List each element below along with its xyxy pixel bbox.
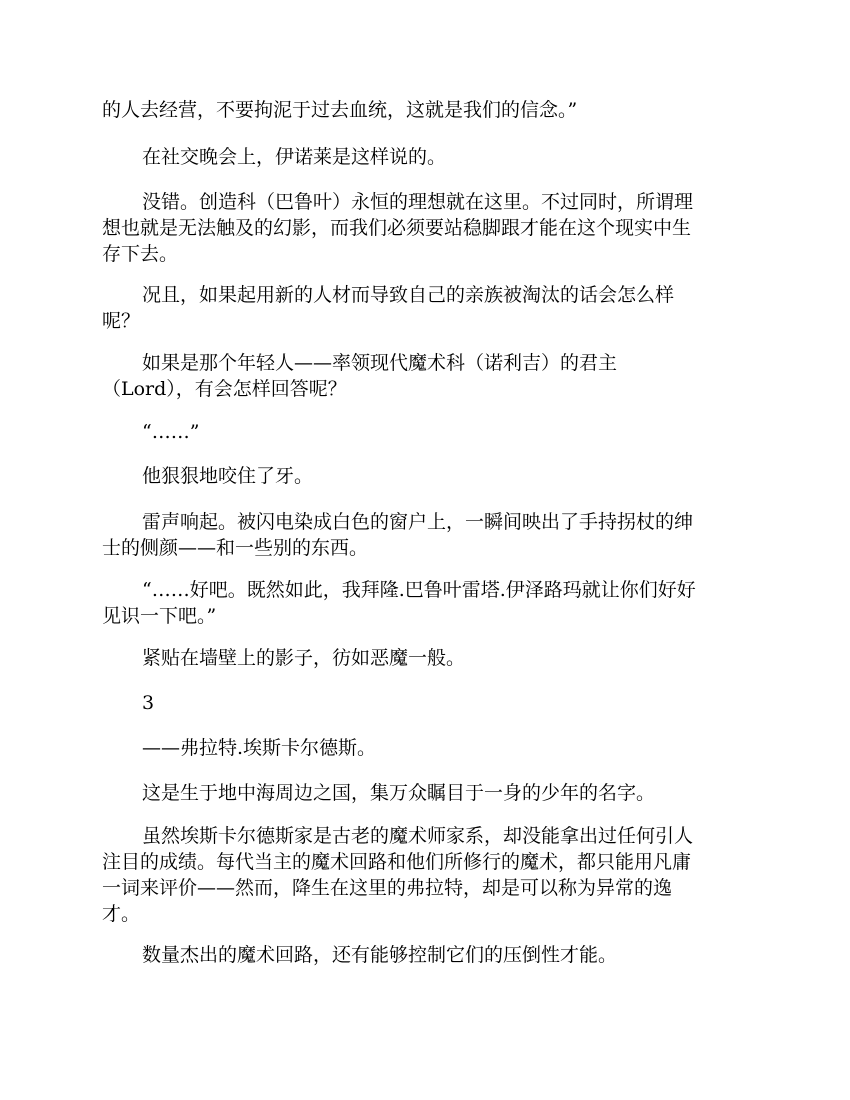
text-line: 想也就是无法触及的幻影，而我们必须要站稳脚跟才能在这个现实中生 <box>102 217 692 239</box>
text-line: 没错。创造科（巴鲁叶）永恒的理想就在这里。不过同时，所谓理 <box>142 191 694 213</box>
text-line: 士的侧颜——和一些别的东西。 <box>102 537 369 559</box>
text-line: 如果是那个年轻人——率领现代魔术科（诺利吉）的君主 <box>142 352 618 374</box>
text-line: （Lord），有会怎样回答呢？ <box>102 378 347 400</box>
text-line: 紧贴在墙壁上的影子，彷如恶魔一般。 <box>142 647 466 669</box>
text-line: 见识一下吧。” <box>102 605 217 627</box>
text-line: 才。 <box>102 903 141 925</box>
text-line: 注目的成绩。每代当主的魔术回路和他们所修行的魔术，都只能用凡庸 <box>102 851 692 873</box>
text-line: 3 <box>142 692 155 714</box>
text-line: ——弗拉特.埃斯卡尔德斯。 <box>142 737 377 759</box>
text-line: 况且，如果起用新的人材而导致自己的亲族被淘汰的话会怎么样 <box>142 284 675 306</box>
text-line: 数量杰出的魔术回路，还有能够控制它们的压倒性才能。 <box>142 944 618 966</box>
text-line: 存下去。 <box>102 243 179 265</box>
text-line: 他狠狠地咬住了牙。 <box>142 465 314 487</box>
text-line: 的人去经营，不要拘泥于过去血统，这就是我们的信念。” <box>102 99 578 121</box>
text-line: 一词来评价——然而，降生在这里的弗拉特，却是可以称为异常的逸 <box>102 877 673 899</box>
text-line: “……好吧。既然如此，我拜隆.巴鲁叶雷塔.伊泽路玛就让你们好好 <box>142 579 696 601</box>
text-line: 呢？ <box>102 310 141 332</box>
text-line: 雷声响起。被闪电染成白色的窗户上，一瞬间映出了手持拐杖的绅 <box>142 511 694 533</box>
text-line: 在社交晚会上，伊诺莱是这样说的。 <box>142 146 447 168</box>
text-line: 虽然埃斯卡尔德斯家是古老的魔术师家系，却没能拿出过任何引人 <box>142 825 694 847</box>
text-line: “……” <box>142 421 200 443</box>
text-line: 这是生于地中海周边之国，集万众瞩目于一身的少年的名字。 <box>142 782 656 804</box>
